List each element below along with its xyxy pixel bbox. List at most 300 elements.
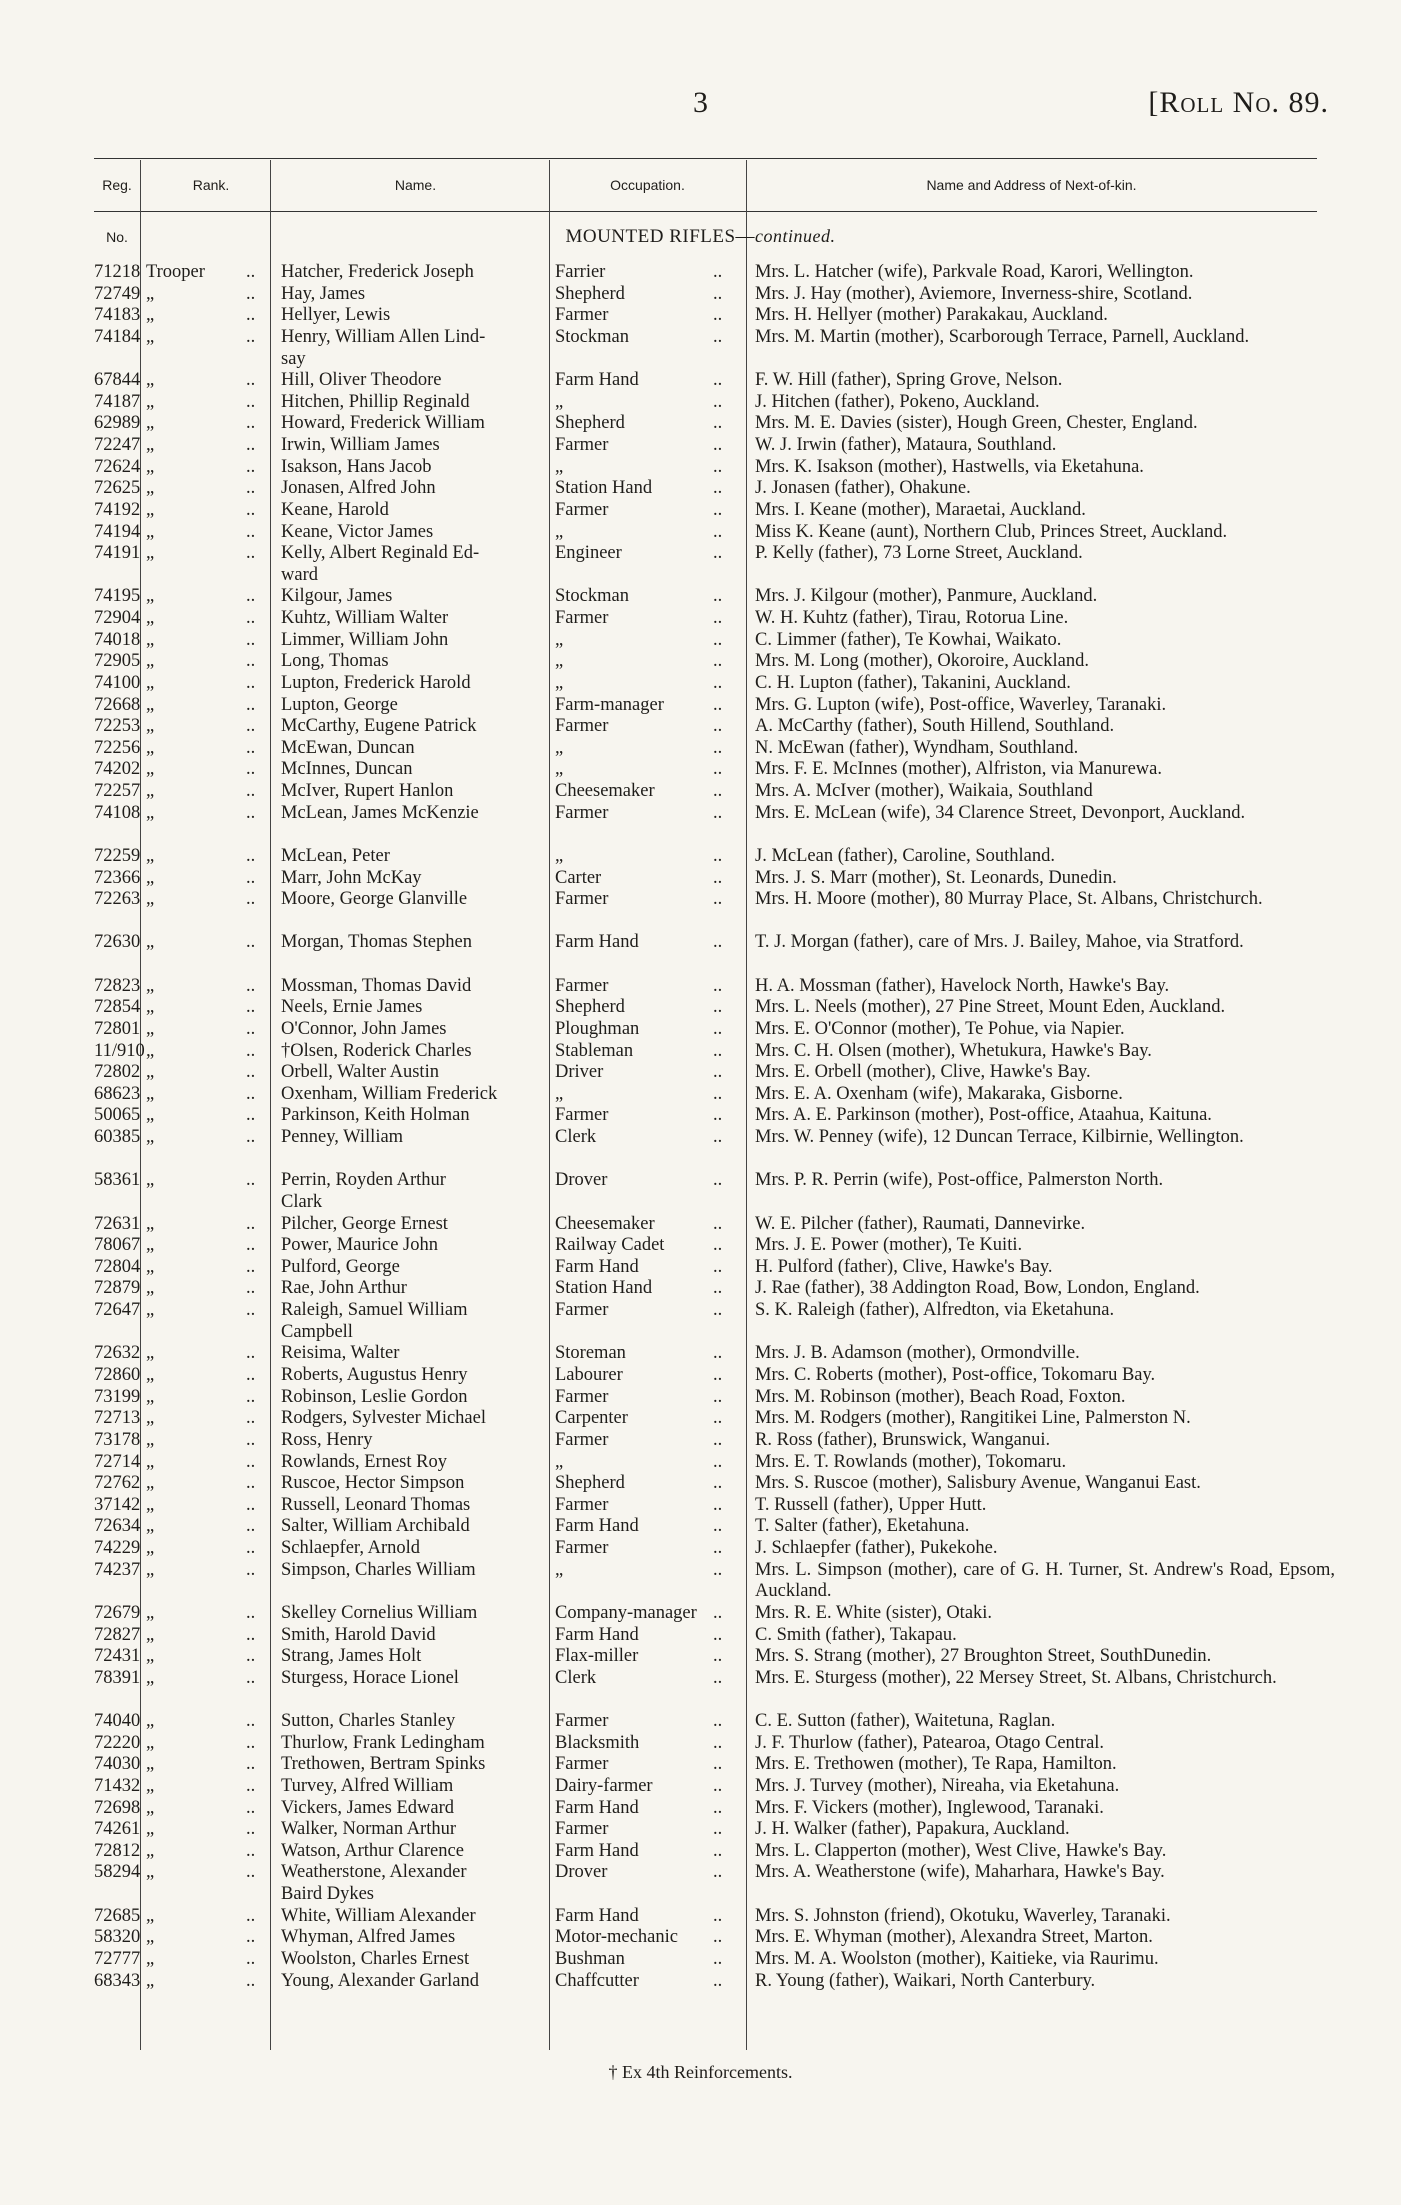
leader-dots: .. xyxy=(713,1040,723,1061)
table-row xyxy=(0,327,1401,370)
leader-dots: .. xyxy=(246,326,256,347)
leader-dots: .. xyxy=(713,1711,723,1732)
reg-no: 58361 xyxy=(94,1170,141,1191)
leader-dots: .. xyxy=(246,1062,256,1083)
table-row xyxy=(0,1214,1401,1236)
leader-dots: .. xyxy=(246,262,256,282)
reg-no: 74192 xyxy=(94,499,141,520)
leader-dots: .. xyxy=(713,1797,723,1818)
reg-no: 72256 xyxy=(94,737,141,758)
rank: „ xyxy=(146,283,155,304)
next-of-kin: Mrs. M. Long (mother), Okoroire, Auckland. xyxy=(755,651,1089,672)
next-of-kin: Mrs. E. O'Connor (mother), Te Pohue, via Napier. xyxy=(755,1018,1125,1039)
rank: „ xyxy=(146,608,155,629)
table-row xyxy=(0,695,1401,717)
rank: „ xyxy=(146,845,155,866)
next-of-kin: J. McLean (father), Caroline, Southland. xyxy=(755,845,1056,866)
table-row xyxy=(0,673,1401,695)
leader-dots: .. xyxy=(713,1473,723,1494)
table-row xyxy=(0,608,1401,630)
leader-dots: .. xyxy=(246,1840,256,1861)
reg-no: 72714 xyxy=(94,1451,141,1472)
reg-no: 62989 xyxy=(94,413,141,434)
leader-dots: .. xyxy=(713,1905,723,1926)
rank: „ xyxy=(146,651,155,672)
table-row xyxy=(0,1776,1401,1798)
leader-dots: .. xyxy=(713,499,723,520)
next-of-kin: Mrs. A. Weatherstone (wife), Maharhara, Hawke's Bay. xyxy=(755,1862,1165,1883)
next-of-kin: C. E. Sutton (father), Waitetuna, Raglan. xyxy=(755,1711,1056,1732)
rank: „ xyxy=(146,521,155,542)
occupation: Farmer xyxy=(555,1494,609,1515)
leader-dots: .. xyxy=(246,867,256,888)
next-of-kin: Mrs. E. T. Rowlands (mother), Tokomaru. xyxy=(755,1451,1067,1472)
leader-dots: .. xyxy=(246,1256,256,1277)
table-row xyxy=(0,413,1401,435)
leader-dots: .. xyxy=(246,1170,256,1191)
table-row xyxy=(0,630,1401,652)
leader-dots: .. xyxy=(246,1602,256,1623)
reg-no: 74195 xyxy=(94,586,141,607)
rank: „ xyxy=(146,1905,155,1926)
occupation: Farmer xyxy=(555,1711,609,1732)
leader-dots: .. xyxy=(246,1862,256,1883)
leader-dots: .. xyxy=(713,716,723,737)
leader-dots: .. xyxy=(246,1927,256,1948)
occupation: Clerk xyxy=(555,1127,597,1148)
header-next-of-kin: Name and Address of Next-of-kin. xyxy=(926,177,1137,193)
leader-dots: .. xyxy=(713,326,723,347)
rank: „ xyxy=(146,435,155,456)
leader-dots: .. xyxy=(713,1862,723,1883)
reg-no: 72685 xyxy=(94,1905,141,1926)
occupation: Farm Hand xyxy=(555,1516,639,1537)
next-of-kin: W. H. Kuhtz (father), Tirau, Rotorua Line. xyxy=(755,608,1069,629)
rank: „ xyxy=(146,1927,155,1948)
table-row xyxy=(0,1668,1401,1711)
table-row xyxy=(0,1343,1401,1365)
table-row xyxy=(0,976,1401,998)
leader-dots: .. xyxy=(713,1235,723,1256)
table-row xyxy=(0,1560,1401,1603)
soldier-name: Rowlands, Ernest Roy xyxy=(281,1451,447,1472)
next-of-kin: J. Schlaepfer (father), Pukekohe. xyxy=(755,1538,998,1558)
occupation: Station Hand xyxy=(555,1278,653,1299)
next-of-kin: C. Smith (father), Takapau. xyxy=(755,1624,957,1645)
reg-no: 72668 xyxy=(94,694,141,715)
leader-dots: .. xyxy=(246,413,256,434)
next-of-kin: W. E. Pilcher (father), Raumati, Dannevirke. xyxy=(755,1213,1086,1234)
soldier-name: McEwan, Duncan xyxy=(281,737,415,758)
table-row xyxy=(0,1473,1401,1495)
reg-no: 72698 xyxy=(94,1797,141,1818)
leader-dots: .. xyxy=(246,1105,256,1126)
leader-dots: .. xyxy=(246,478,256,499)
table-row xyxy=(0,1733,1401,1755)
table-row xyxy=(0,1019,1401,1041)
occupation: Farm-manager xyxy=(555,694,664,715)
table-row xyxy=(0,1430,1401,1452)
occupation: Storeman xyxy=(555,1343,626,1364)
leader-dots: .. xyxy=(246,1646,256,1667)
soldier-name: Mossman, Thomas David xyxy=(281,975,472,996)
occupation: Farmer xyxy=(555,305,609,326)
soldier-name: Robinson, Leslie Gordon xyxy=(281,1386,468,1407)
soldier-name: Limmer, William John xyxy=(281,629,449,650)
reg-no: 72804 xyxy=(94,1256,141,1277)
table-row xyxy=(0,781,1401,803)
roll-number: [Roll No. 89. xyxy=(1148,86,1329,119)
leader-dots: .. xyxy=(246,651,256,672)
leader-dots: .. xyxy=(246,1732,256,1753)
reg-no: 74237 xyxy=(94,1559,141,1580)
soldier-name: Roberts, Augustus Henry xyxy=(281,1365,468,1385)
leader-dots: .. xyxy=(246,1948,256,1969)
table-row xyxy=(0,1452,1401,1474)
reg-no: 50065 xyxy=(94,1105,141,1126)
leader-dots: .. xyxy=(246,1473,256,1494)
leader-dots: .. xyxy=(713,1948,723,1969)
soldier-name: Sutton, Charles Stanley xyxy=(281,1711,456,1732)
table-row xyxy=(0,370,1401,392)
table-row xyxy=(0,738,1401,760)
reg-no: 74030 xyxy=(94,1754,141,1775)
soldier-name: Smith, Harold David xyxy=(281,1624,436,1645)
next-of-kin: Mrs. M. A. Woolston (mother), Kaitieke, via Raurimu. xyxy=(755,1948,1159,1969)
reg-no: 71218 xyxy=(94,262,141,282)
reg-no: 74183 xyxy=(94,305,141,326)
rank: „ xyxy=(146,1062,155,1083)
reg-no: 74191 xyxy=(94,543,141,564)
occupation: Farmer xyxy=(555,1429,609,1450)
leader-dots: .. xyxy=(713,867,723,888)
soldier-name: Hay, James xyxy=(281,283,366,304)
soldier-name: Raleigh, Samuel William xyxy=(281,1300,468,1321)
occupation: Farm Hand xyxy=(555,1905,639,1926)
table-row xyxy=(0,522,1401,544)
occupation: „ xyxy=(555,1083,564,1104)
soldier-name: Thurlow, Frank Ledingham xyxy=(281,1732,485,1753)
leader-dots: .. xyxy=(713,1646,723,1667)
leader-dots: .. xyxy=(246,716,256,737)
reg-no: 72625 xyxy=(94,478,141,499)
occupation: Farmer xyxy=(555,1538,609,1558)
table-row xyxy=(0,932,1401,975)
next-of-kin: H. Pulford (father), Clive, Hawke's Bay. xyxy=(755,1256,1053,1277)
leader-dots: .. xyxy=(713,456,723,477)
leader-dots: .. xyxy=(246,1235,256,1256)
leader-dots: .. xyxy=(713,629,723,650)
soldier-name: Kilgour, James xyxy=(281,586,393,607)
leader-dots: .. xyxy=(246,1300,256,1321)
reg-no: 72431 xyxy=(94,1646,141,1667)
leader-dots: .. xyxy=(246,1711,256,1732)
occupation: Farm Hand xyxy=(555,1840,639,1861)
rank: „ xyxy=(146,1429,155,1450)
leader-dots: .. xyxy=(246,1451,256,1472)
leader-dots: .. xyxy=(713,1386,723,1407)
reg-no: 72879 xyxy=(94,1278,141,1299)
rank: „ xyxy=(146,391,155,412)
rank: „ xyxy=(146,1948,155,1969)
leader-dots: .. xyxy=(713,975,723,996)
table-row xyxy=(0,1906,1401,1928)
reg-no: 78391 xyxy=(94,1667,141,1688)
soldier-name: Ross, Henry xyxy=(281,1429,373,1450)
table-row xyxy=(0,1646,1401,1668)
soldier-name: White, William Alexander xyxy=(281,1905,476,1926)
leader-dots: .. xyxy=(246,1494,256,1515)
leader-dots: .. xyxy=(246,1040,256,1061)
occupation: Bushman xyxy=(555,1948,625,1969)
soldier-name: Irwin, William James xyxy=(281,435,440,456)
occupation: Farmer xyxy=(555,1300,609,1321)
soldier-name: Simpson, Charles William xyxy=(281,1559,476,1580)
rank: „ xyxy=(146,1300,155,1321)
next-of-kin: Mrs. M. E. Davies (sister), Hough Green, Chester, England. xyxy=(755,413,1198,434)
soldier-name: Woolston, Charles Ernest xyxy=(281,1948,470,1969)
occupation: „ xyxy=(555,651,564,672)
leader-dots: .. xyxy=(246,1018,256,1039)
leader-dots: .. xyxy=(713,1970,723,1991)
next-of-kin: Mrs. E. Orbell (mother), Clive, Hawke's Bay. xyxy=(755,1062,1091,1083)
table-row xyxy=(0,1927,1401,1949)
leader-dots: .. xyxy=(713,1732,723,1753)
occupation: Engineer xyxy=(555,543,622,564)
leader-dots: .. xyxy=(713,608,723,629)
occupation: Farmer xyxy=(555,1819,609,1840)
leader-dots: .. xyxy=(246,1819,256,1840)
leader-dots: .. xyxy=(246,802,256,823)
next-of-kin: T. Russell (father), Upper Hutt. xyxy=(755,1494,987,1515)
leader-dots: .. xyxy=(713,413,723,434)
leader-dots: .. xyxy=(246,1127,256,1148)
reg-no: 68343 xyxy=(94,1970,141,1991)
rank: „ xyxy=(146,1018,155,1039)
occupation: „ xyxy=(555,1451,564,1472)
leader-dots: .. xyxy=(713,370,723,391)
table-row xyxy=(0,1798,1401,1820)
leader-dots: .. xyxy=(246,1083,256,1104)
next-of-kin: Mrs. A. E. Parkinson (mother), Post-office, Ataahua, Kaituna. xyxy=(755,1105,1212,1126)
reg-no: 72220 xyxy=(94,1732,141,1753)
occupation: „ xyxy=(555,759,564,780)
rank: „ xyxy=(146,1127,155,1148)
rank: „ xyxy=(146,975,155,996)
next-of-kin: Mrs. H. Hellyer (mother) Parakakau, Auckland. xyxy=(755,305,1108,326)
table-row xyxy=(0,1862,1401,1905)
next-of-kin: S. K. Raleigh (father), Alfredton, via Eketahuna. xyxy=(755,1300,1115,1321)
rank: „ xyxy=(146,1278,155,1299)
next-of-kin: Mrs. H. Moore (mother), 80 Murray Place, St. Albans, Christchurch. xyxy=(755,889,1263,910)
reg-no: 72777 xyxy=(94,1948,141,1969)
reg-no: 72631 xyxy=(94,1213,141,1234)
reg-no: 72366 xyxy=(94,867,141,888)
rank: „ xyxy=(146,1516,155,1537)
leader-dots: .. xyxy=(713,1516,723,1537)
rank: „ xyxy=(146,1711,155,1732)
header-name: Name. xyxy=(394,177,437,193)
soldier-name: Hill, Oliver Theodore xyxy=(281,370,442,391)
leader-dots: .. xyxy=(713,1062,723,1083)
occupation: Farmer xyxy=(555,802,609,823)
occupation: „ xyxy=(555,672,564,693)
soldier-name-continued: Campbell xyxy=(281,1321,353,1342)
soldier-name: Hitchen, Phillip Reginald xyxy=(281,391,470,412)
leader-dots: .. xyxy=(713,1840,723,1861)
leader-dots: .. xyxy=(713,521,723,542)
soldier-name: Pulford, George xyxy=(281,1256,400,1277)
next-of-kin: T. Salter (father), Eketahuna. xyxy=(755,1516,970,1537)
next-of-kin: Mrs. E. Trethowen (mother), Te Rapa, Hamilton. xyxy=(755,1754,1117,1775)
soldier-name: Watson, Arthur Clarence xyxy=(281,1840,464,1861)
occupation: „ xyxy=(555,737,564,758)
next-of-kin: Mrs. M. Rodgers (mother), Rangitikei Line, Palmerston N. xyxy=(755,1408,1191,1429)
occupation: Farmer xyxy=(555,435,609,456)
table-row xyxy=(0,651,1401,673)
leader-dots: .. xyxy=(246,586,256,607)
reg-no: 72247 xyxy=(94,435,141,456)
leader-dots: .. xyxy=(246,1797,256,1818)
leader-dots: .. xyxy=(713,889,723,910)
rank: „ xyxy=(146,737,155,758)
table-row xyxy=(0,1257,1401,1279)
leader-dots: .. xyxy=(713,1278,723,1299)
soldier-name: Trethowen, Bertram Spinks xyxy=(281,1754,486,1775)
reg-no: 67844 xyxy=(94,370,141,391)
table-row xyxy=(0,1300,1401,1343)
table-row xyxy=(0,1949,1401,1971)
leader-dots: .. xyxy=(246,499,256,520)
soldier-name: Turvey, Alfred William xyxy=(281,1775,454,1796)
leader-dots: .. xyxy=(246,391,256,412)
occupation: Farm Hand xyxy=(555,1256,639,1277)
soldier-name: Henry, William Allen Lind- xyxy=(281,326,486,347)
leader-dots: .. xyxy=(246,759,256,780)
leader-dots: .. xyxy=(246,1278,256,1299)
next-of-kin: T. J. Morgan (father), care of Mrs. J. Bailey, Mahoe, via Stratford. xyxy=(755,932,1244,953)
leader-dots: .. xyxy=(713,1927,723,1948)
next-of-kin: Mrs. C. H. Olsen (mother), Whetukura, Hawke's Bay. xyxy=(755,1040,1152,1061)
occupation: Farmer xyxy=(555,499,609,520)
rank: „ xyxy=(146,1494,155,1515)
occupation: Farmer xyxy=(555,1386,609,1407)
next-of-kin: J. Rae (father), 38 Addington Road, Bow, London, England. xyxy=(755,1278,1200,1299)
occupation: Station Hand xyxy=(555,478,653,499)
occupation: Drover xyxy=(555,1862,608,1883)
leader-dots: .. xyxy=(246,521,256,542)
occupation: Farm Hand xyxy=(555,1624,639,1645)
next-of-kin: Mrs. L. Simpson (mother), care of G. H. Turner, St. Andrew's Road, Epsom, Auckland. xyxy=(755,1559,1335,1602)
rank: „ xyxy=(146,1602,155,1623)
rank: „ xyxy=(146,1365,155,1385)
next-of-kin: H. A. Mossman (father), Havelock North, Hawke's Bay. xyxy=(755,975,1170,996)
reg-no: 73199 xyxy=(94,1386,141,1407)
next-of-kin: N. McEwan (father), Wyndham, Southland. xyxy=(755,737,1079,758)
rank: „ xyxy=(146,1775,155,1796)
soldier-name: McCarthy, Eugene Patrick xyxy=(281,716,477,737)
rank: „ xyxy=(146,867,155,888)
leader-dots: .. xyxy=(246,1343,256,1364)
occupation: „ xyxy=(555,521,564,542)
rank: „ xyxy=(146,1970,155,1991)
leader-dots: .. xyxy=(246,629,256,650)
roll-table xyxy=(0,262,1401,1992)
reg-no: 74202 xyxy=(94,759,141,780)
reg-no: 74100 xyxy=(94,672,141,693)
soldier-name: Strang, James Holt xyxy=(281,1646,422,1667)
next-of-kin: J. Hitchen (father), Pokeno, Auckland. xyxy=(755,391,1040,412)
rank: „ xyxy=(146,1040,155,1061)
rank: „ xyxy=(146,1213,155,1234)
occupation: „ xyxy=(555,629,564,650)
soldier-name: Marr, John McKay xyxy=(281,867,422,888)
leader-dots: .. xyxy=(246,1667,256,1688)
rank: „ xyxy=(146,370,155,391)
table-row xyxy=(0,1841,1401,1863)
next-of-kin: Mrs. J. S. Marr (mother), St. Leonards, Dunedin. xyxy=(755,867,1117,888)
soldier-name: †Olsen, Roderick Charles xyxy=(281,1040,472,1061)
leader-dots: .. xyxy=(713,1538,723,1558)
rank: „ xyxy=(146,1667,155,1688)
soldier-name: Howard, Frederick William xyxy=(281,413,485,434)
leader-dots: .. xyxy=(246,1559,256,1580)
next-of-kin: Mrs. L. Hatcher (wife), Parkvale Road, Karori, Wellington. xyxy=(755,262,1194,282)
table-row xyxy=(0,392,1401,414)
leader-dots: .. xyxy=(246,1905,256,1926)
table-row xyxy=(0,1971,1401,1993)
leader-dots: .. xyxy=(713,737,723,758)
rank: „ xyxy=(146,997,155,1018)
leader-dots: .. xyxy=(246,781,256,802)
leader-dots: .. xyxy=(713,651,723,672)
occupation: „ xyxy=(555,845,564,866)
soldier-name: Power, Maurice John xyxy=(281,1235,438,1256)
reg-no: 11/910 xyxy=(94,1040,145,1061)
leader-dots: .. xyxy=(713,543,723,564)
reg-no: 72801 xyxy=(94,1018,141,1039)
occupation: Farm Hand xyxy=(555,370,639,391)
occupation: Carter xyxy=(555,867,602,888)
reg-no: 72860 xyxy=(94,1365,141,1385)
reg-no: 73178 xyxy=(94,1429,141,1450)
reg-no: 72257 xyxy=(94,781,141,802)
leader-dots: .. xyxy=(246,975,256,996)
reg-no: 72802 xyxy=(94,1062,141,1083)
soldier-name: Pilcher, George Ernest xyxy=(281,1213,448,1234)
next-of-kin: Mrs. J. E. Power (mother), Te Kuiti. xyxy=(755,1235,1023,1256)
soldier-name: Kelly, Albert Reginald Ed- xyxy=(281,543,480,564)
leader-dots: .. xyxy=(713,1559,723,1580)
next-of-kin: Mrs. M. Martin (mother), Scarborough Terrace, Parnell, Auckland. xyxy=(755,326,1250,347)
soldier-name: Whyman, Alfred James xyxy=(281,1927,456,1948)
leader-dots: .. xyxy=(713,435,723,456)
leader-dots: .. xyxy=(713,478,723,499)
rank: „ xyxy=(146,759,155,780)
table-row xyxy=(0,1408,1401,1430)
soldier-name: Russell, Leonard Thomas xyxy=(281,1494,471,1515)
occupation: Farmer xyxy=(555,608,609,629)
soldier-name: Rae, John Arthur xyxy=(281,1278,407,1299)
soldier-name: Vickers, James Edward xyxy=(281,1797,455,1818)
rank: „ xyxy=(146,543,155,564)
table-row xyxy=(0,997,1401,1019)
table-row xyxy=(0,543,1401,586)
leader-dots: .. xyxy=(713,1127,723,1148)
reg-no: 72827 xyxy=(94,1624,141,1645)
soldier-name: Moore, George Glanville xyxy=(281,889,468,910)
rank: „ xyxy=(146,802,155,823)
